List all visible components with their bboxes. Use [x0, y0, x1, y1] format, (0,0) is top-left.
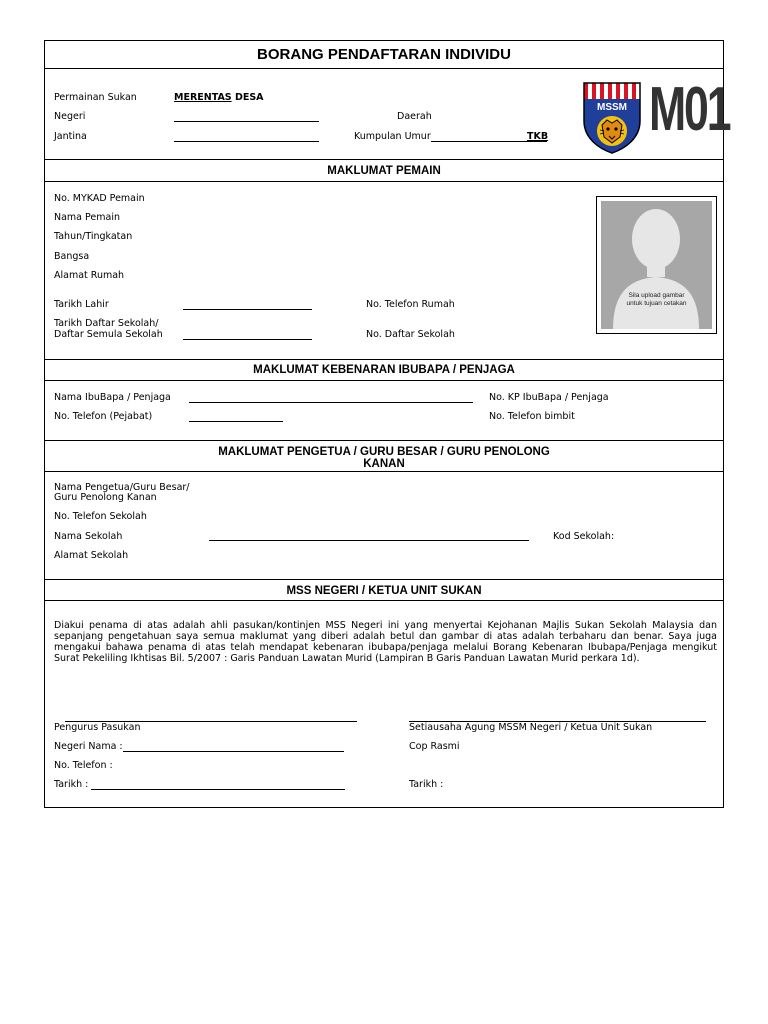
tarikh-daftar-label-1: Tarikh Daftar Sekolah/: [54, 318, 159, 329]
section-mss-heading: MSS NEGERI / KETUA UNIT SUKAN: [286, 585, 482, 597]
pengurus-label: Pengurus Pasukan: [54, 722, 141, 733]
negeri-nama-label: Negeri Nama :: [54, 741, 123, 752]
divider: [45, 380, 723, 381]
person-silhouette-icon: [601, 201, 712, 329]
registration-form: [44, 40, 730, 808]
tarikh-right-label: Tarikh :: [409, 779, 444, 790]
tarikh-left-field[interactable]: [91, 789, 345, 790]
nama-pemain-label: Nama Pemain: [54, 212, 120, 223]
no-daftar-label: No. Daftar Sekolah: [366, 329, 455, 340]
kumpulan-umur-label: Kumpulan Umur: [354, 131, 431, 142]
divider: [45, 359, 723, 360]
bangsa-label: Bangsa: [54, 251, 90, 262]
declaration-text: Diakui penama di atas adalah ahli pasukan/kontinjen MSS Negeri ini yang menyertai Kejohanan Majlis Sukan Sekolah Malaysia dan sepanjang pengetahuan saya semua maklumat yang diberi adalah betul dan gambar di atas adalah terbaharu dan benar. Saya juga mengakui bahawa penama di atas telah mendapat kebenaran ibubapa/penjaga melalui Borang Kebenaran Ibubapa/Penjaga mengikut Surat Pekeliling Ikhtisas Bil. 5/2007 : Garis Panduan Lawatan Murid (Lampiran B Garis Panduan Lawatan Murid perkara 1d).: [54, 620, 717, 664]
divider: [45, 440, 723, 441]
no-kp-ibubapa-label: No. KP IbuBapa / Penjaga: [489, 392, 609, 403]
tarikh-left-label: Tarikh :: [54, 779, 89, 790]
divider: [45, 68, 723, 69]
negeri-label: Negeri: [54, 111, 86, 122]
telefon-sekolah-label: No. Telefon Sekolah: [54, 511, 147, 522]
kod-sekolah-label: Kod Sekolah:: [553, 531, 615, 542]
mssm-logo: [582, 81, 642, 155]
section-pemain-heading: MAKLUMAT PEMAIN: [327, 165, 441, 177]
permainan-label: Permainan Sukan: [54, 92, 137, 103]
negeri-field[interactable]: [174, 121, 319, 122]
nama-pengetua-label-1: Nama Pengetua/Guru Besar/: [54, 482, 190, 493]
tarikh-daftar-label-2: Daftar Semula Sekolah: [54, 329, 163, 340]
permainan-value-rest: DESA: [231, 92, 264, 103]
telefon-rumah-label: No. Telefon Rumah: [366, 299, 455, 310]
telefon-bimbit-label: No. Telefon bimbit: [489, 411, 575, 422]
permainan-value: [174, 92, 264, 103]
daerah-label: Daerah: [397, 111, 432, 122]
kumpulan-umur-value: TKB: [527, 131, 549, 142]
nama-sekolah-label: Nama Sekolah: [54, 531, 123, 542]
divider: [45, 159, 723, 160]
divider: [45, 600, 723, 601]
photo-upload-box[interactable]: [596, 196, 717, 334]
section-pengetua-line-1: MAKLUMAT PENGETUA / GURU BESAR / GURU PENOLONG: [218, 446, 550, 458]
negeri-nama-field[interactable]: [123, 751, 344, 752]
cop-rasmi-label: Cop Rasmi: [409, 741, 460, 752]
section-ibubapa-heading: MAKLUMAT KEBENARAN IBUBAPA / PENJAGA: [253, 364, 515, 376]
logo-text: MSSM: [597, 102, 627, 113]
jantina-label: Jantina: [54, 131, 87, 142]
alamat-sekolah-label: Alamat Sekolah: [54, 550, 129, 561]
photo-caption-line-1: Sila upload gambar: [628, 292, 685, 299]
telefon-pejabat-field[interactable]: [189, 421, 283, 422]
divider: [45, 471, 723, 472]
section-pengetua-heading: [45, 446, 723, 470]
alamat-rumah-label: Alamat Rumah: [54, 270, 125, 281]
jantina-field[interactable]: [174, 141, 319, 142]
nama-ibubapa-field[interactable]: [189, 402, 473, 403]
divider: [45, 579, 723, 580]
setiausaha-label: Setiausaha Agung MSSM Negeri / Ketua Unit Sukan: [409, 722, 653, 733]
nama-ibubapa-label: Nama IbuBapa / Penjaga: [54, 392, 171, 403]
divider: [45, 181, 723, 182]
tarikh-daftar-field[interactable]: [183, 339, 312, 340]
tarikh-lahir-label: Tarikh Lahir: [54, 299, 109, 310]
nama-pengetua-label-2: Guru Penolong Kanan: [54, 492, 157, 503]
tarikh-lahir-field[interactable]: [183, 309, 312, 310]
mykad-label: No. MYKAD Pemain: [54, 193, 145, 204]
telefon-label: No. Telefon :: [54, 760, 113, 771]
photo-caption-line-2: untuk tujuan cetakan: [626, 300, 687, 307]
nama-sekolah-field[interactable]: [209, 540, 529, 541]
telefon-pejabat-label: No. Telefon (Pejabat): [54, 411, 153, 422]
tahun-label: Tahun/Tingkatan: [54, 231, 133, 242]
section-pengetua-line-2: KANAN: [363, 458, 405, 470]
form-title: BORANG PENDAFTARAN INDIVIDU: [257, 46, 511, 63]
photo-caption: [601, 292, 712, 308]
photo-placeholder: [601, 201, 712, 329]
form-code: M01: [649, 75, 730, 144]
permainan-value-underlined: MERENTAS: [174, 92, 232, 103]
